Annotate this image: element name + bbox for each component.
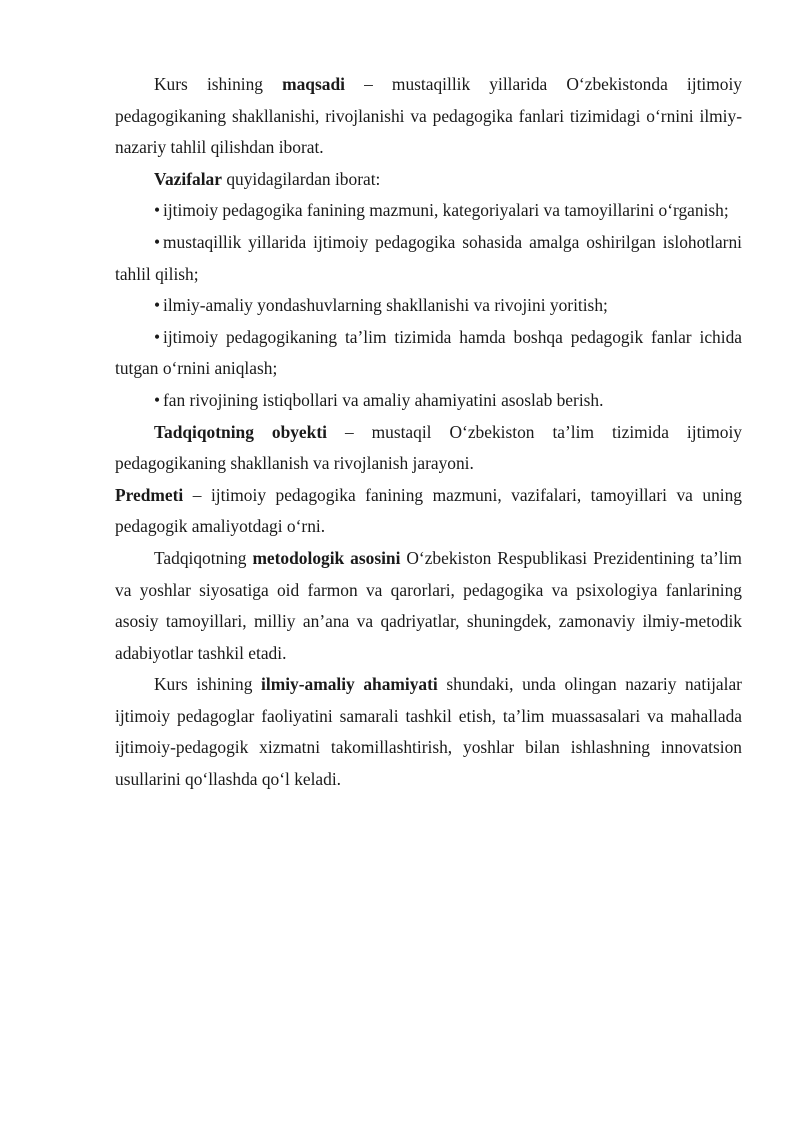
object-term: Tadqiqotning obyekti (154, 421, 327, 442)
significance-text: shundaki, unda olingan nazariy natijalar ijtimoiy pedagoglar faoliyatini samarali tashkil etish, ta’lim muassasalari va mahallada ijtimoiy-pedagogik xizmatni takomillashtirish, yoshlar bilan ishlashning innovatsion usullarini qo‘llashda qo‘l keladi. (115, 674, 742, 790)
task-item-text: fan rivojining istiqbollari va amaliy ahamiyatini asoslab berish. (163, 389, 604, 410)
bullet-icon: • (154, 231, 161, 252)
task-item (115, 290, 742, 322)
significance-label: Kurs ishining (154, 674, 253, 695)
task-item (115, 385, 742, 417)
aim-text: – mustaqillik yillarida O‘zbekistonda ijtimoiy pedagogikaning shakllanishi, rivojlanishi va pedagogika fanlari tizimidagi o‘rnini ilmiy-nazariy tahlil qilishdan iborat. (115, 74, 742, 158)
object-text: – mustaqil O‘zbekiston ta’lim tizimida ijtimoiy pedagogikaning shakllanish va rivojlanish jarayoni. (115, 421, 742, 474)
task-item (115, 322, 742, 385)
task-item (115, 195, 742, 227)
subject-paragraph (115, 480, 742, 543)
task-item-text: ilmiy-amaliy yondashuvlarning shakllanishi va rivojini yoritish; (163, 295, 608, 316)
methodology-text: O‘zbekiston Respublikasi Prezidentining ta’lim va yoshlar siyosatiga oid farmon va qarorlari, pedagogika va psixologiya fanlarining asosiy tamoyillari, milliy an’ana va qadriyatlar, shuningdek, zamonaviy ilmiy-metodik adabiyotlar tashkil etadi. (115, 547, 742, 663)
bullet-icon: • (154, 389, 161, 410)
methodology-label: Tadqiqotning (154, 547, 247, 568)
bullet-icon: • (154, 326, 161, 347)
tasks-heading-text: quyidagilardan iborat: (226, 168, 381, 189)
bullet-icon: • (154, 200, 161, 221)
task-item-text: ijtimoiy pedagogikaning ta’lim tizimida hamda boshqa pedagogik fanlar ichida tutgan o‘rnini aniqlash; (115, 326, 742, 379)
task-item (115, 227, 742, 290)
tasks-term: Vazifalar (154, 168, 222, 189)
tasks-heading (115, 164, 742, 196)
aim-label: Kurs ishining (154, 74, 263, 94)
methodology-term: metodologik asosini (252, 547, 401, 568)
significance-term: ilmiy-amaliy ahamiyati (261, 674, 438, 695)
subject-term: Predmeti (115, 484, 184, 505)
subject-text: – ijtimoiy pedagogika fanining mazmuni, vazifalari, tamoyillari va uning pedagogik amaliyotdagi o‘rni. (115, 484, 742, 537)
task-item-text: ijtimoiy pedagogika fanining mazmuni, kategoriyalari va tamoyillarini o‘rganish; (163, 200, 729, 221)
object-paragraph (115, 417, 742, 480)
significance-paragraph (115, 669, 742, 795)
aim-paragraph (115, 69, 742, 164)
bullet-icon: • (154, 295, 161, 316)
task-item-text: mustaqillik yillarida ijtimoiy pedagogika sohasida amalga oshirilgan islohotlarni tahlil qilish; (115, 231, 742, 284)
aim-term: maqsadi (282, 74, 345, 94)
methodology-paragraph (115, 543, 742, 669)
